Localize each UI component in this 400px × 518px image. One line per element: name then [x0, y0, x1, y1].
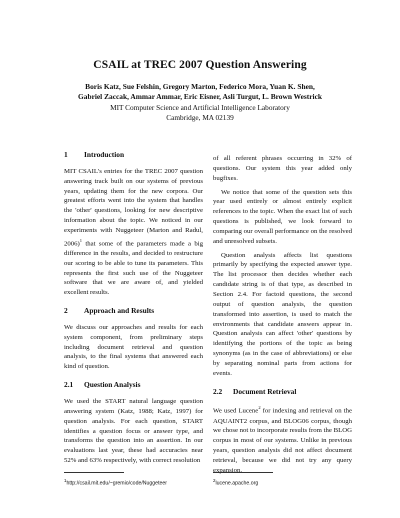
left-column [64, 150, 203, 466]
continued-paragraph: of all referent phrases occurring in 32% of questions. Our system this year added only bugfixes. [213, 155, 352, 182]
section-title: Question Analysis [84, 380, 141, 390]
section-number: 2.2 [213, 386, 223, 396]
footnote-1 [64, 477, 203, 488]
paper-title: CSAIL at TREC 2007 Question Answering [93, 59, 307, 71]
footnote-url: http://csail.mit.edu/~gremio/code/Nuggeteer [66, 480, 168, 487]
authors-line-1: Boris Katz, Sue Felshin, Gregory Marton, Federico Mora, Yuan K. Shen, [85, 82, 315, 91]
footnote-url: lucene.apache.org [215, 480, 259, 487]
intro-text: MIT CSAIL's entries for the TREC 2007 question answering track built on our systems of previous years, updating them for the new corpora. Our greatest efforts went into the system that handles the 'other' questions, looking for new descriptive information about the topic. We noticed in our experiments with Nuggeteer (Marton and Radul, 2006) [64, 167, 203, 247]
authors-line-2: Gabriel Zaccak, Ammar Ammar, Eric Eisner, Asli Turgut, L. Brown Westrick [78, 92, 322, 101]
section-heading-introduction [64, 150, 203, 160]
location: Cambridge, MA 02139 [166, 112, 234, 122]
author-list [30, 82, 370, 102]
section-title: Document Retrieval [233, 386, 297, 396]
list-questions-paragraph: Question analysis affects list questions primarily by specifying the expected answer type. The list processor then decides whether each candidate string is of that type, as described in Section 2.4. For factoid questions, the second output of question analysis, the question transformed into assertion, is used to match the environments that candidate answers appear in. Question analysis can affect 'other' questions by identifying the portions of the topic as being synonyms (as in the case of abbreviations) or else by separating nominal parts from actions for events. [213, 251, 352, 377]
section-number: 2.1 [64, 380, 74, 390]
intro-text-continued: that some of the parameters made a big difference in the results, and decided to restructure our scoring to be able to tune its parameters. This represents the first such use of the Nuggeteer software that we are aware of, and yielded excellent results. [64, 240, 203, 297]
subsection-heading-document-retrieval [213, 387, 352, 397]
footnote-2 [213, 477, 352, 488]
footnote-marker: 1 [79, 237, 82, 243]
footnote-number: 1 [64, 478, 67, 483]
section-title: Approach and Results [84, 306, 155, 316]
footnote-rule-right [213, 472, 273, 473]
section-heading-approach [64, 306, 203, 316]
question-analysis-paragraph: We used the START natural language question answering system (Katz, 1988; Katz, 1997) for question analysis. For each question, START identifies a question focus or answer type, and transforms the question into an assertion. In our evaluations last year, these had accuracies near 52% and 63% respectively, with correct resolution [64, 397, 203, 465]
document-retrieval-paragraph [213, 403, 352, 475]
affiliation-block [30, 103, 370, 123]
right-column [213, 154, 352, 476]
question-sets-paragraph: We notice that some of the question sets this year used entirely or almost entirely explicit references to the topic. When the exact list of such questions is published, we look forward to comparing our overall performance on the resolved and unresolved subsets. [213, 188, 352, 245]
retrieval-text-continued: for indexing and retrieval on the AQUAINT2 corpus, and BLOG06 corpus, though we chose not to incorporate results from the BLOG corpus in most of our systems. Unlike in previous years, question analysis did not affect document retrieval, because we did not try any query expansion. [213, 407, 352, 474]
footnote-number: 2 [213, 478, 216, 483]
retrieval-text: We used Lucene [213, 407, 259, 415]
footnote-rule-left [64, 472, 124, 473]
section-number: 1 [64, 150, 68, 159]
section-title: Introduction [84, 150, 125, 159]
affiliation: MIT Computer Science and Artificial Intelligence Laboratory [110, 103, 290, 112]
intro-paragraph [64, 167, 203, 298]
footnote-marker: 2 [258, 405, 261, 411]
subsection-heading-question-analysis [64, 380, 203, 390]
approach-paragraph: We discuss our approaches and results for each system component, from preliminary steps including document retrieval and question analysis, to the final systems that answered each kind of question. [64, 323, 203, 371]
section-number: 2 [64, 306, 68, 316]
